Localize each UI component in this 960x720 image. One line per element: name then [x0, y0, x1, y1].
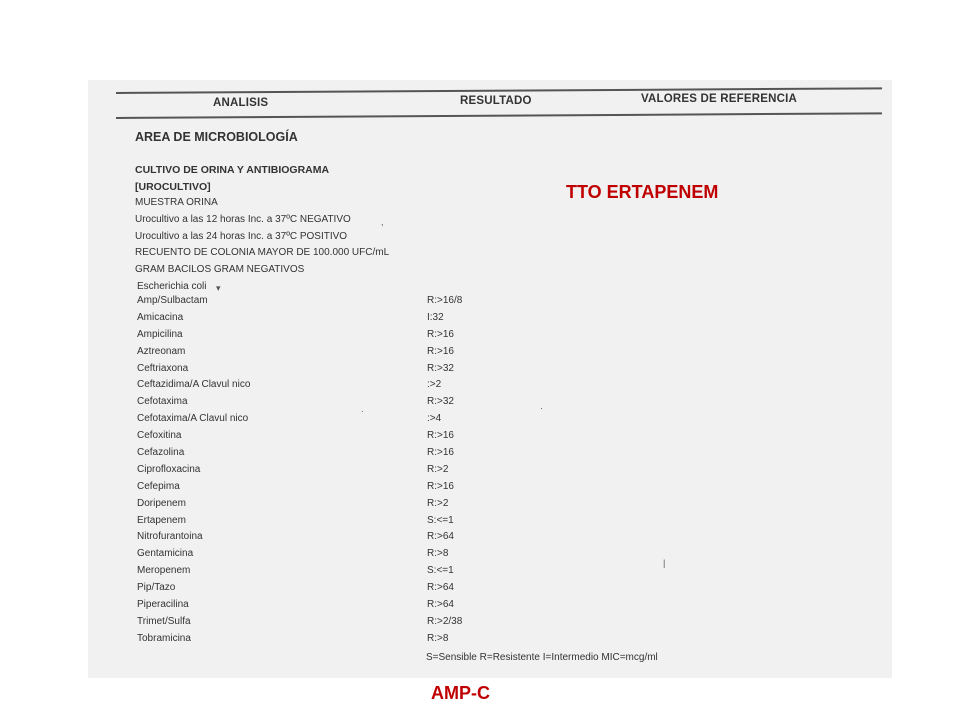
drug-result: R:>16	[427, 447, 454, 459]
drug-result: R:>32	[427, 396, 454, 408]
header-reference: VALORES DE REFERENCIA	[641, 93, 798, 105]
drug-name: Trimet/Sulfa	[137, 615, 191, 627]
colony-count-line: RECUENTO DE COLONIA MAYOR DE 100.000 UFC/mL	[135, 247, 390, 259]
header-result: RESULTADO	[460, 95, 532, 107]
drug-name: Ampicilina	[137, 328, 183, 340]
drug-result: R:>64	[427, 531, 454, 543]
drug-result: S:<=1	[427, 514, 454, 526]
drug-name: Doripenem	[137, 497, 186, 509]
culture-24h-line: Urocultivo a las 24 horas Inc. a 37ºC POSITIVO	[135, 230, 348, 242]
drug-name: Ciprofloxacina	[137, 463, 201, 475]
scanned-lab-report	[88, 80, 892, 678]
header-analysis: ANALISIS	[213, 97, 269, 109]
drug-result: S:<=1	[427, 565, 454, 577]
drug-result: R:>16	[427, 430, 454, 442]
drug-result: R:>8	[427, 632, 449, 644]
drug-result: R:>8	[427, 548, 449, 560]
drug-name: Gentamicina	[137, 548, 194, 560]
drug-result: R:>32	[427, 362, 454, 374]
legend-line: S=Sensible R=Resistente I=Intermedio MIC=mcg/ml	[426, 652, 658, 663]
annotation-resistance: AMP-C	[431, 683, 490, 703]
drug-result: I:32	[427, 311, 444, 323]
drug-name: Piperacilina	[137, 599, 189, 611]
drug-name: Cefoxitina	[137, 430, 182, 442]
drug-name: Cefepima	[137, 480, 180, 492]
drug-name: Pip/Tazo	[137, 582, 176, 594]
culture-subtitle: [UROCULTIVO]	[135, 180, 211, 193]
drug-name: Amicacina	[137, 311, 184, 323]
pen-mark: ·	[540, 403, 543, 413]
drug-name: Cefotaxima	[137, 396, 188, 408]
drug-result: R:>16	[427, 480, 454, 492]
pen-mark: ▾	[216, 283, 221, 293]
annotation-treatment: TTO ERTAPENEM	[566, 182, 719, 202]
section-title: AREA DE MICROBIOLOGÍA	[135, 130, 298, 144]
culture-info	[135, 162, 389, 296]
drug-name: Aztreonam	[137, 345, 186, 357]
drug-result: R:>64	[427, 599, 454, 611]
gram-line: GRAM BACILOS GRAM NEGATIVOS	[135, 264, 305, 276]
pen-mark: |	[663, 558, 666, 568]
pen-mark: ,	[381, 217, 384, 227]
drug-name: Amp/Sulbactam	[137, 295, 208, 306]
drug-name: Tobramicina	[137, 632, 191, 644]
drug-result: R:>16	[427, 345, 454, 357]
drug-result: :>2	[427, 379, 442, 391]
drug-name: Cefazolina	[137, 447, 185, 459]
drug-name: Ceftazidima/A Clavul nico	[137, 379, 251, 391]
culture-12h-line: Urocultivo a las 12 horas Inc. a 37ºC NEGATIVO	[135, 214, 351, 226]
drug-name: Ceftriaxona	[137, 362, 189, 374]
drug-result: R:>16	[427, 328, 454, 340]
sample-line: MUESTRA ORINA	[135, 197, 218, 209]
pen-mark: ∙	[361, 406, 364, 416]
drug-name: Ertapenem	[137, 514, 186, 526]
drug-result: :>4	[427, 413, 442, 425]
drug-name: Cefotaxima/A Clavul nico	[137, 413, 249, 425]
drug-result: R:>2/38	[427, 615, 463, 627]
drug-result: R:>16/8	[427, 295, 463, 306]
header-rule-bottom	[116, 112, 882, 119]
culture-title: CULTIVO DE ORINA Y ANTIBIOGRAMA	[135, 164, 330, 176]
drug-result: R:>2	[427, 497, 449, 509]
drug-result: R:>64	[427, 582, 454, 594]
organism-line: Escherichia coli	[137, 280, 207, 292]
drug-result: R:>2	[427, 463, 449, 475]
drug-name: Meropenem	[137, 565, 191, 577]
drug-name: Nitrofurantoina	[137, 531, 203, 543]
